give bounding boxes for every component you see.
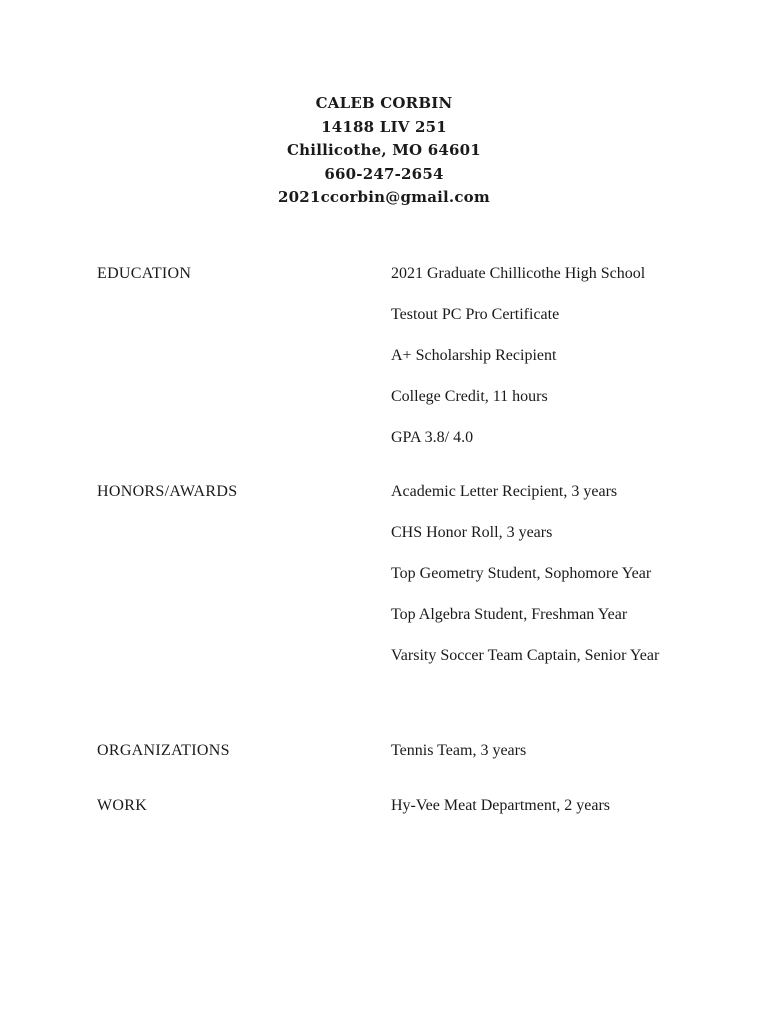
- section-label-organizations: ORGANIZATIONS: [97, 742, 230, 759]
- applicant-name: CALEB CORBIN: [315, 94, 453, 112]
- list-item: Top Algebra Student, Freshman Year: [391, 606, 628, 623]
- education-entries: [391, 264, 681, 448]
- list-item: GPA 3.8/ 4.0: [391, 429, 474, 446]
- section-label-education: EDUCATION: [97, 265, 192, 282]
- list-item: Testout PC Pro Certificate: [391, 306, 560, 323]
- phone-number: 660-247-2654: [324, 164, 444, 183]
- email-address: 2021ccorbin@gmail.com: [278, 188, 490, 206]
- list-item: Tennis Team, 3 years: [391, 742, 527, 759]
- list-item: CHS Honor Roll, 3 years: [391, 524, 553, 541]
- list-item: Top Geometry Student, Sophomore Year: [391, 565, 652, 582]
- address-line-1: 14188 LIV 251: [321, 117, 447, 136]
- list-item: A+ Scholarship Recipient: [391, 347, 557, 364]
- organizations-entries: [391, 741, 681, 761]
- list-item: Varsity Soccer Team Captain, Senior Year: [391, 647, 660, 664]
- list-item: College Credit, 11 hours: [391, 388, 548, 405]
- work-entries: [391, 796, 681, 816]
- list-item: Academic Letter Recipient, 3 years: [391, 483, 618, 500]
- address-line-2: Chillicothe, MO 64601: [287, 141, 481, 159]
- section-label-work: WORK: [97, 797, 148, 814]
- resume-header: [0, 92, 768, 210]
- list-item: Hy-Vee Meat Department, 2 years: [391, 797, 611, 814]
- list-item: 2021 Graduate Chillicothe High School: [391, 265, 646, 282]
- section-label-honors: HONORS/AWARDS: [97, 483, 238, 500]
- honors-entries: [391, 482, 681, 666]
